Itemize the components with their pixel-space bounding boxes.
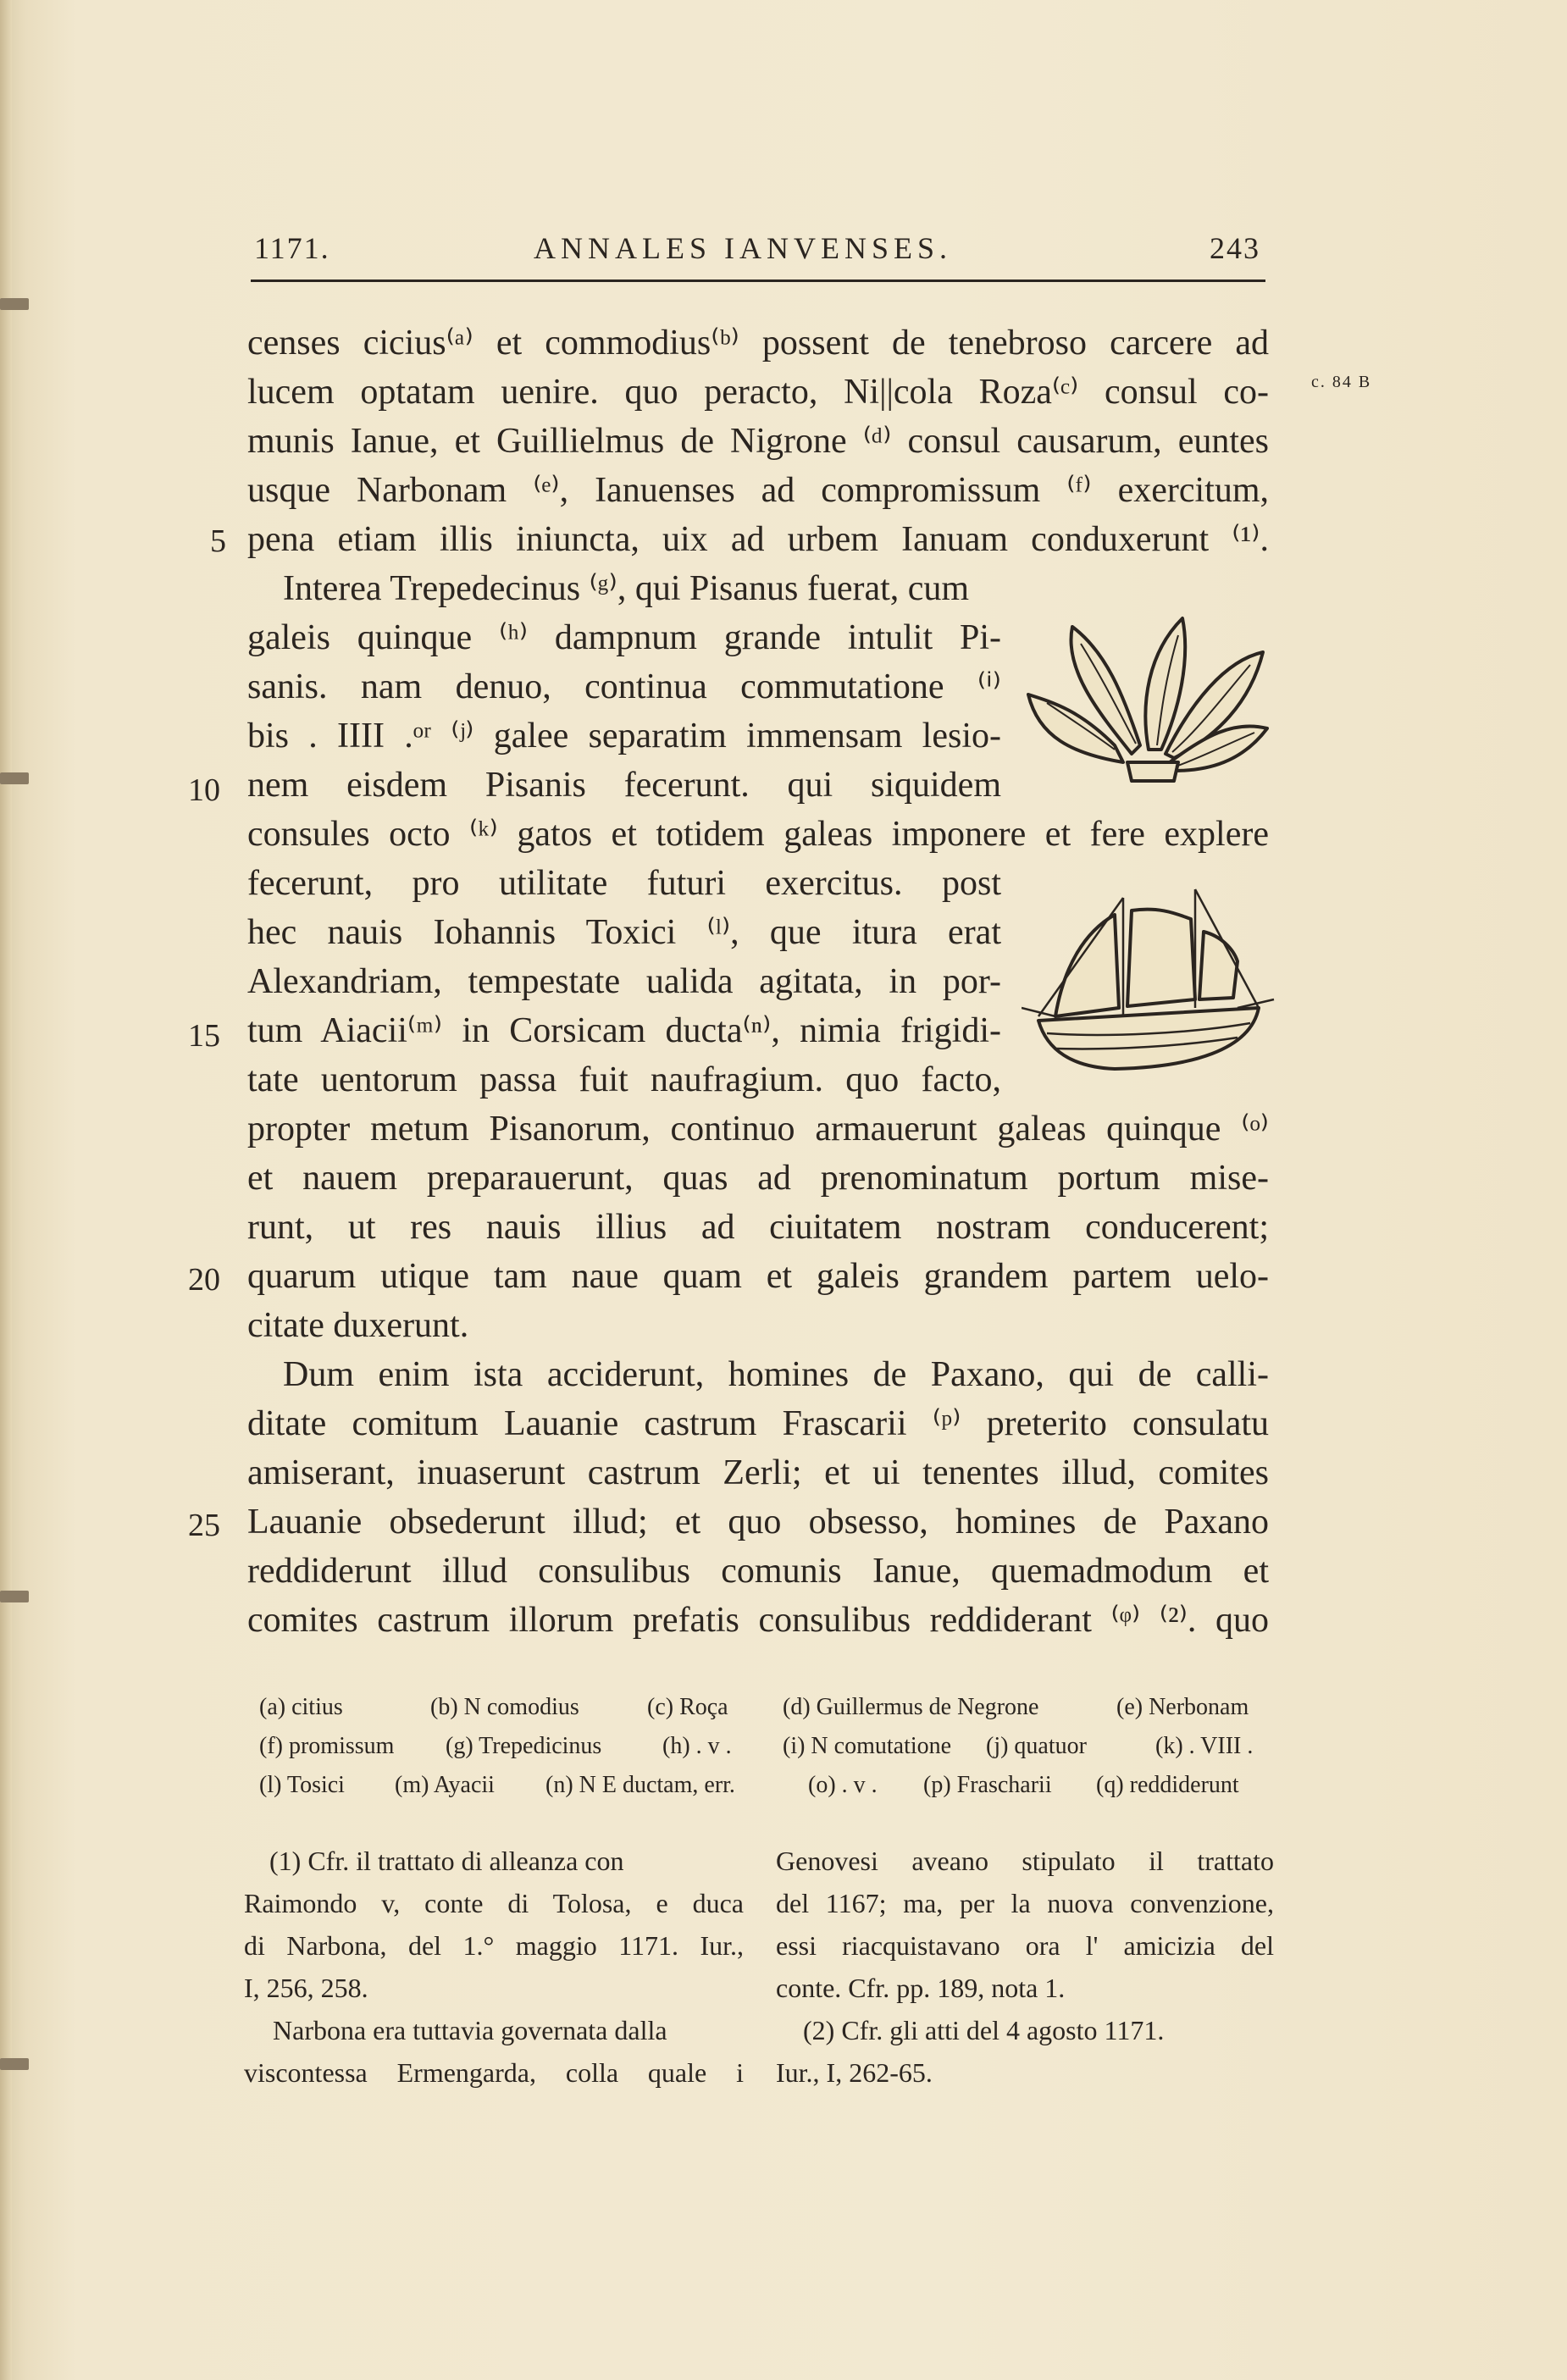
variant-reading: (q) reddiderunt — [1096, 1772, 1239, 1798]
line-number: 10 — [188, 772, 220, 808]
variant-reading: (d) Guillermus de Negrone — [783, 1694, 1039, 1720]
footnote-line: del 1167; ma, per la nuova convenzione, — [776, 1888, 1274, 1918]
margin-note: c. 84 B — [1311, 373, 1372, 391]
plant-drawing-icon — [1022, 593, 1276, 788]
text-line: Lauanie obsederunt illud; et quo obsesso, homines de Paxano — [247, 1503, 1269, 1541]
text-line: lucem optatam uenire. quo peracto, Ni||cola Roza⁽ᶜ⁾ consul co- — [247, 373, 1269, 412]
text-line: reddiderunt illud consulibus comunis Ianue, quemadmodum et — [247, 1552, 1269, 1591]
text-line: runt, ut res nauis illius ad ciuitatem nostram conducerent; — [247, 1208, 1269, 1247]
variant-reading: (k) . VIII . — [1155, 1733, 1254, 1759]
footnote-line: (2) Cfr. gli atti del 4 agosto 1171. — [803, 2015, 1165, 2045]
variant-reading: (e) Nerbonam — [1116, 1694, 1249, 1720]
text-line: Dum enim ista acciderunt, homines de Paxano, qui de calli- — [283, 1355, 1269, 1394]
footnote-line: di Narbona, del 1.° maggio 1171. Iur., — [244, 1930, 744, 1961]
text-line: galeis quinque ⁽ʰ⁾ dampnum grande intulit Pi- — [247, 618, 1001, 657]
variant-reading: (c) Roça — [647, 1694, 728, 1720]
binding-stitch — [0, 1591, 29, 1602]
text-line: bis . IIII .ᵒʳ ⁽ʲ⁾ galee separatim immensam lesio- — [247, 717, 1001, 756]
text-line: et nauem preparauerunt, quas ad prenominatum portum mise- — [247, 1159, 1269, 1198]
text-line: pena etiam illis iniuncta, uix ad urbem Ianuam conduxerunt ⁽¹⁾. — [247, 520, 1269, 559]
footnote-line: Narbona era tuttavia governata dalla — [273, 2015, 667, 2045]
footnote-line: essi riacquistavano ora l' amicizia del — [776, 1930, 1274, 1961]
variant-reading: (p) Frascharii — [923, 1772, 1052, 1798]
footnote-line: conte. Cfr. pp. 189, nota 1. — [776, 1973, 1066, 2003]
text-line: censes cicius⁽ᵃ⁾ et commodius⁽ᵇ⁾ possent de tenebroso carcere ad — [247, 324, 1269, 363]
line-number: 5 — [210, 523, 226, 559]
text-line: sanis. nam denuo, continua commutatione ⁽ⁱ⁾ — [247, 667, 1001, 706]
footnote-line: Genovesi aveano stipulato il trattato — [776, 1846, 1274, 1876]
ship-drawing-icon — [1022, 881, 1276, 1084]
line-number: 15 — [188, 1018, 220, 1054]
text-line: propter metum Pisanorum, continuo armauerunt galeas quinque ⁽ᵒ⁾ — [247, 1110, 1269, 1148]
variant-reading: (h) . v . — [662, 1733, 732, 1759]
text-line: citate duxerunt. — [247, 1306, 469, 1345]
text-line: hec nauis Iohannis Toxici ⁽ˡ⁾, que itura erat — [247, 913, 1001, 952]
text-line: quarum utique tam naue quam et galeis grandem partem uelo- — [247, 1257, 1269, 1296]
footnote-line: Iur., I, 262-65. — [776, 2057, 933, 2088]
variant-reading: (b) N comodius — [430, 1694, 579, 1720]
text-line: usque Narbonam ⁽ᵉ⁾, Ianuenses ad compromissum ⁽ᶠ⁾ exercitum, — [247, 471, 1269, 510]
text-line: Alexandriam, tempestate ualida agitata, in por- — [247, 962, 1001, 1001]
variant-reading: (g) Trepedicinus — [446, 1733, 602, 1759]
text-line: fecerunt, pro utilitate futuri exercitus. post — [247, 864, 1001, 903]
variant-reading: (l) Tosici — [259, 1772, 345, 1798]
header-title: ANNALES IANVENSES. — [534, 231, 952, 265]
header-rule — [251, 280, 1265, 282]
variant-reading: (f) promissum — [259, 1733, 395, 1759]
text-line: amiserant, inuaserunt castrum Zerli; et ui tenentes illud, comites — [247, 1453, 1269, 1492]
text-line: munis Ianue, et Guillielmus de Nigrone ⁽ᵈ⁾ consul causarum, euntes — [247, 422, 1269, 461]
variant-reading: (i) N comutatione — [783, 1733, 952, 1759]
text-line: tum Aiacii⁽ᵐ⁾ in Corsicam ducta⁽ⁿ⁾, nimia frigidi- — [247, 1011, 1001, 1050]
page-number: 243 — [1210, 231, 1260, 265]
text-line: consules octo ⁽ᵏ⁾ gatos et totidem galeas imponere et fere explere — [247, 815, 1269, 854]
binding-stitch — [0, 2058, 29, 2070]
binding-edge — [0, 0, 12, 2380]
variant-reading: (n) N E ductam, err. — [545, 1772, 735, 1798]
binding-stitch — [0, 298, 29, 310]
footnote-line: viscontessa Ermengarda, colla quale i — [244, 2057, 744, 2088]
variant-reading: (m) Ayacii — [395, 1772, 495, 1798]
line-number: 20 — [188, 1262, 220, 1298]
variant-reading: (j) quatuor — [986, 1733, 1087, 1759]
text-line: tate uentorum passa fuit naufragium. quo facto, — [247, 1060, 1001, 1099]
variant-reading: (a) citius — [259, 1694, 343, 1720]
binding-stitch — [0, 772, 29, 784]
footnote-line: Raimondo v, conte di Tolosa, e duca — [244, 1888, 744, 1918]
line-number: 25 — [188, 1508, 220, 1543]
text-line: comites castrum illorum prefatis consulibus reddiderant ⁽ᵠ⁾ ⁽²⁾. quo — [247, 1601, 1269, 1640]
text-line: Interea Trepedecinus ⁽ᵍ⁾, qui Pisanus fuerat, cum — [283, 569, 970, 608]
text-line: ditate comitum Lauanie castrum Frascarii ⁽ᵖ⁾ preterito consulatu — [247, 1404, 1269, 1443]
footnote-line: (1) Cfr. il trattato di alleanza con — [269, 1846, 624, 1876]
variant-reading: (o) . v . — [808, 1772, 878, 1798]
footnote-line: I, 256, 258. — [244, 1973, 368, 2003]
header-year: 1171. — [254, 231, 330, 265]
text-line: nem eisdem Pisanis fecerunt. qui siquidem — [247, 766, 1001, 805]
